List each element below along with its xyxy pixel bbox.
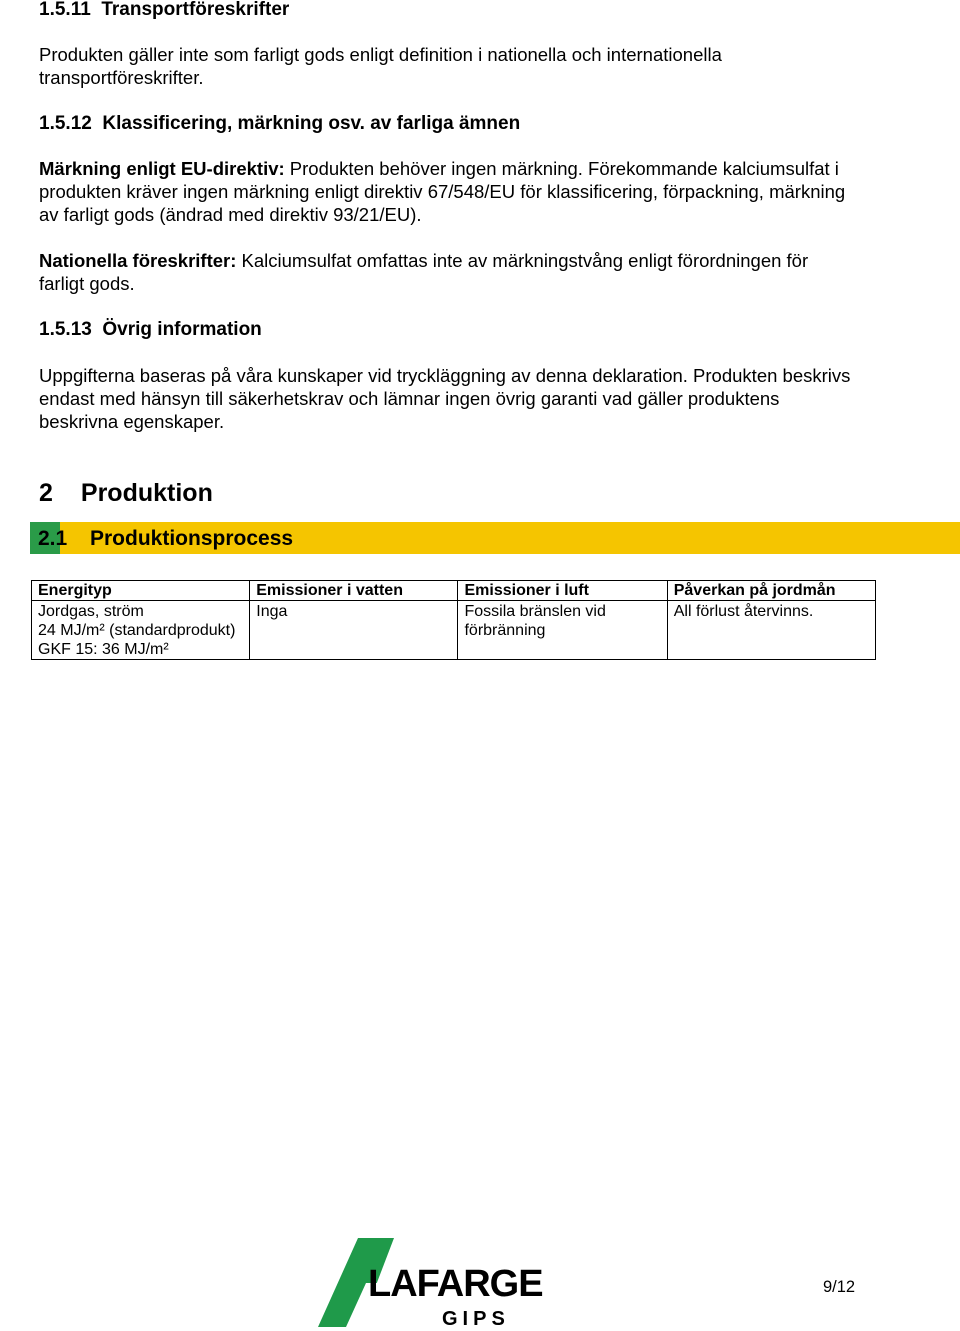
heading-title: Klassificering, märkning osv. av farliga ämnen: [102, 113, 521, 134]
heading-number: 1.5.13: [39, 319, 92, 340]
text-national-rules: Kalciumsulfat omfattas inte av märkningstvång enligt förordningen för farligt gods.: [39, 250, 809, 294]
heading-number: 1.5.12: [39, 113, 92, 134]
paragraph-national-rules: [39, 249, 849, 295]
header-air-emissions: Emissioner i luft: [458, 581, 667, 601]
page-number: 9/12: [823, 1278, 856, 1296]
cell-line: förbränning: [464, 622, 546, 639]
lafarge-gips-logo: [318, 1236, 588, 1328]
cell-line: Fossila bränslen vid: [464, 603, 606, 620]
paragraph-transport: Produkten gäller inte som farligt gods enligt definition i nationella och internationella transportföreskrifter.: [39, 44, 722, 88]
heading-title: Produktionsprocess: [90, 527, 294, 550]
label-eu-directive: Märkning enligt EU-direktiv:: [39, 158, 285, 179]
label-national-rules: Nationella föreskrifter:: [39, 250, 237, 271]
section-band-2-1: [30, 522, 960, 554]
heading-title: Övrig information: [102, 319, 262, 340]
table-row: [32, 601, 876, 660]
heading-1-5-13: [39, 318, 262, 342]
production-table: [31, 580, 876, 660]
band-number-box: [30, 522, 94, 554]
heading-number: 2: [39, 479, 53, 507]
paragraph-eu-marking: [39, 157, 849, 226]
cell-line: Inga: [256, 603, 288, 620]
cell-line: All förlust återvinns.: [673, 603, 814, 620]
cell-line: Jordgas, ström: [38, 603, 144, 620]
cell-line: 24 MJ/m² (standardprodukt): [38, 622, 236, 639]
heading-title: Transportföreskrifter: [101, 0, 290, 20]
logo-subtext: GIPS: [442, 1308, 510, 1328]
text-eu-directive: Produkten behöver ingen märkning. Förekommande kalciumsulfat i produkten kräver ingen märkning enligt direktiv 67/548/EU för klassificering, förpackning, märkning av farligt gods (ändrad med direktiv 93/21/EU).: [39, 158, 846, 225]
heading-1-5-12: [39, 112, 520, 136]
cell-air-emissions: [458, 601, 667, 660]
table-header-row: [32, 581, 876, 601]
heading-title: Produktion: [80, 479, 213, 507]
cell-line: GKF 15: 36 MJ/m²: [38, 641, 169, 658]
heading-2: [39, 478, 213, 508]
heading-number: 2.1: [38, 527, 68, 550]
paragraph-other-info: Uppgifterna baseras på våra kunskaper vid tryckläggning av denna deklaration. Produkten beskrivs endast med hänsyn till säkerhetskrav och lämnar ingen övrig garanti vad gäller produktens beskrivna egenskaper.: [39, 365, 851, 432]
logo-wordmark: LAFARGE: [368, 1263, 543, 1305]
cell-energy-type: [32, 601, 250, 660]
header-energy-type: Energityp: [32, 581, 250, 601]
heading-number: 1.5.11: [39, 0, 91, 20]
header-water-emissions: Emissioner i vatten: [250, 581, 458, 601]
cell-soil-impact: [667, 601, 875, 660]
cell-water-emissions: [250, 601, 458, 660]
heading-1-5-11: [39, 0, 289, 22]
header-soil-impact: Påverkan på jordmån: [667, 581, 875, 601]
